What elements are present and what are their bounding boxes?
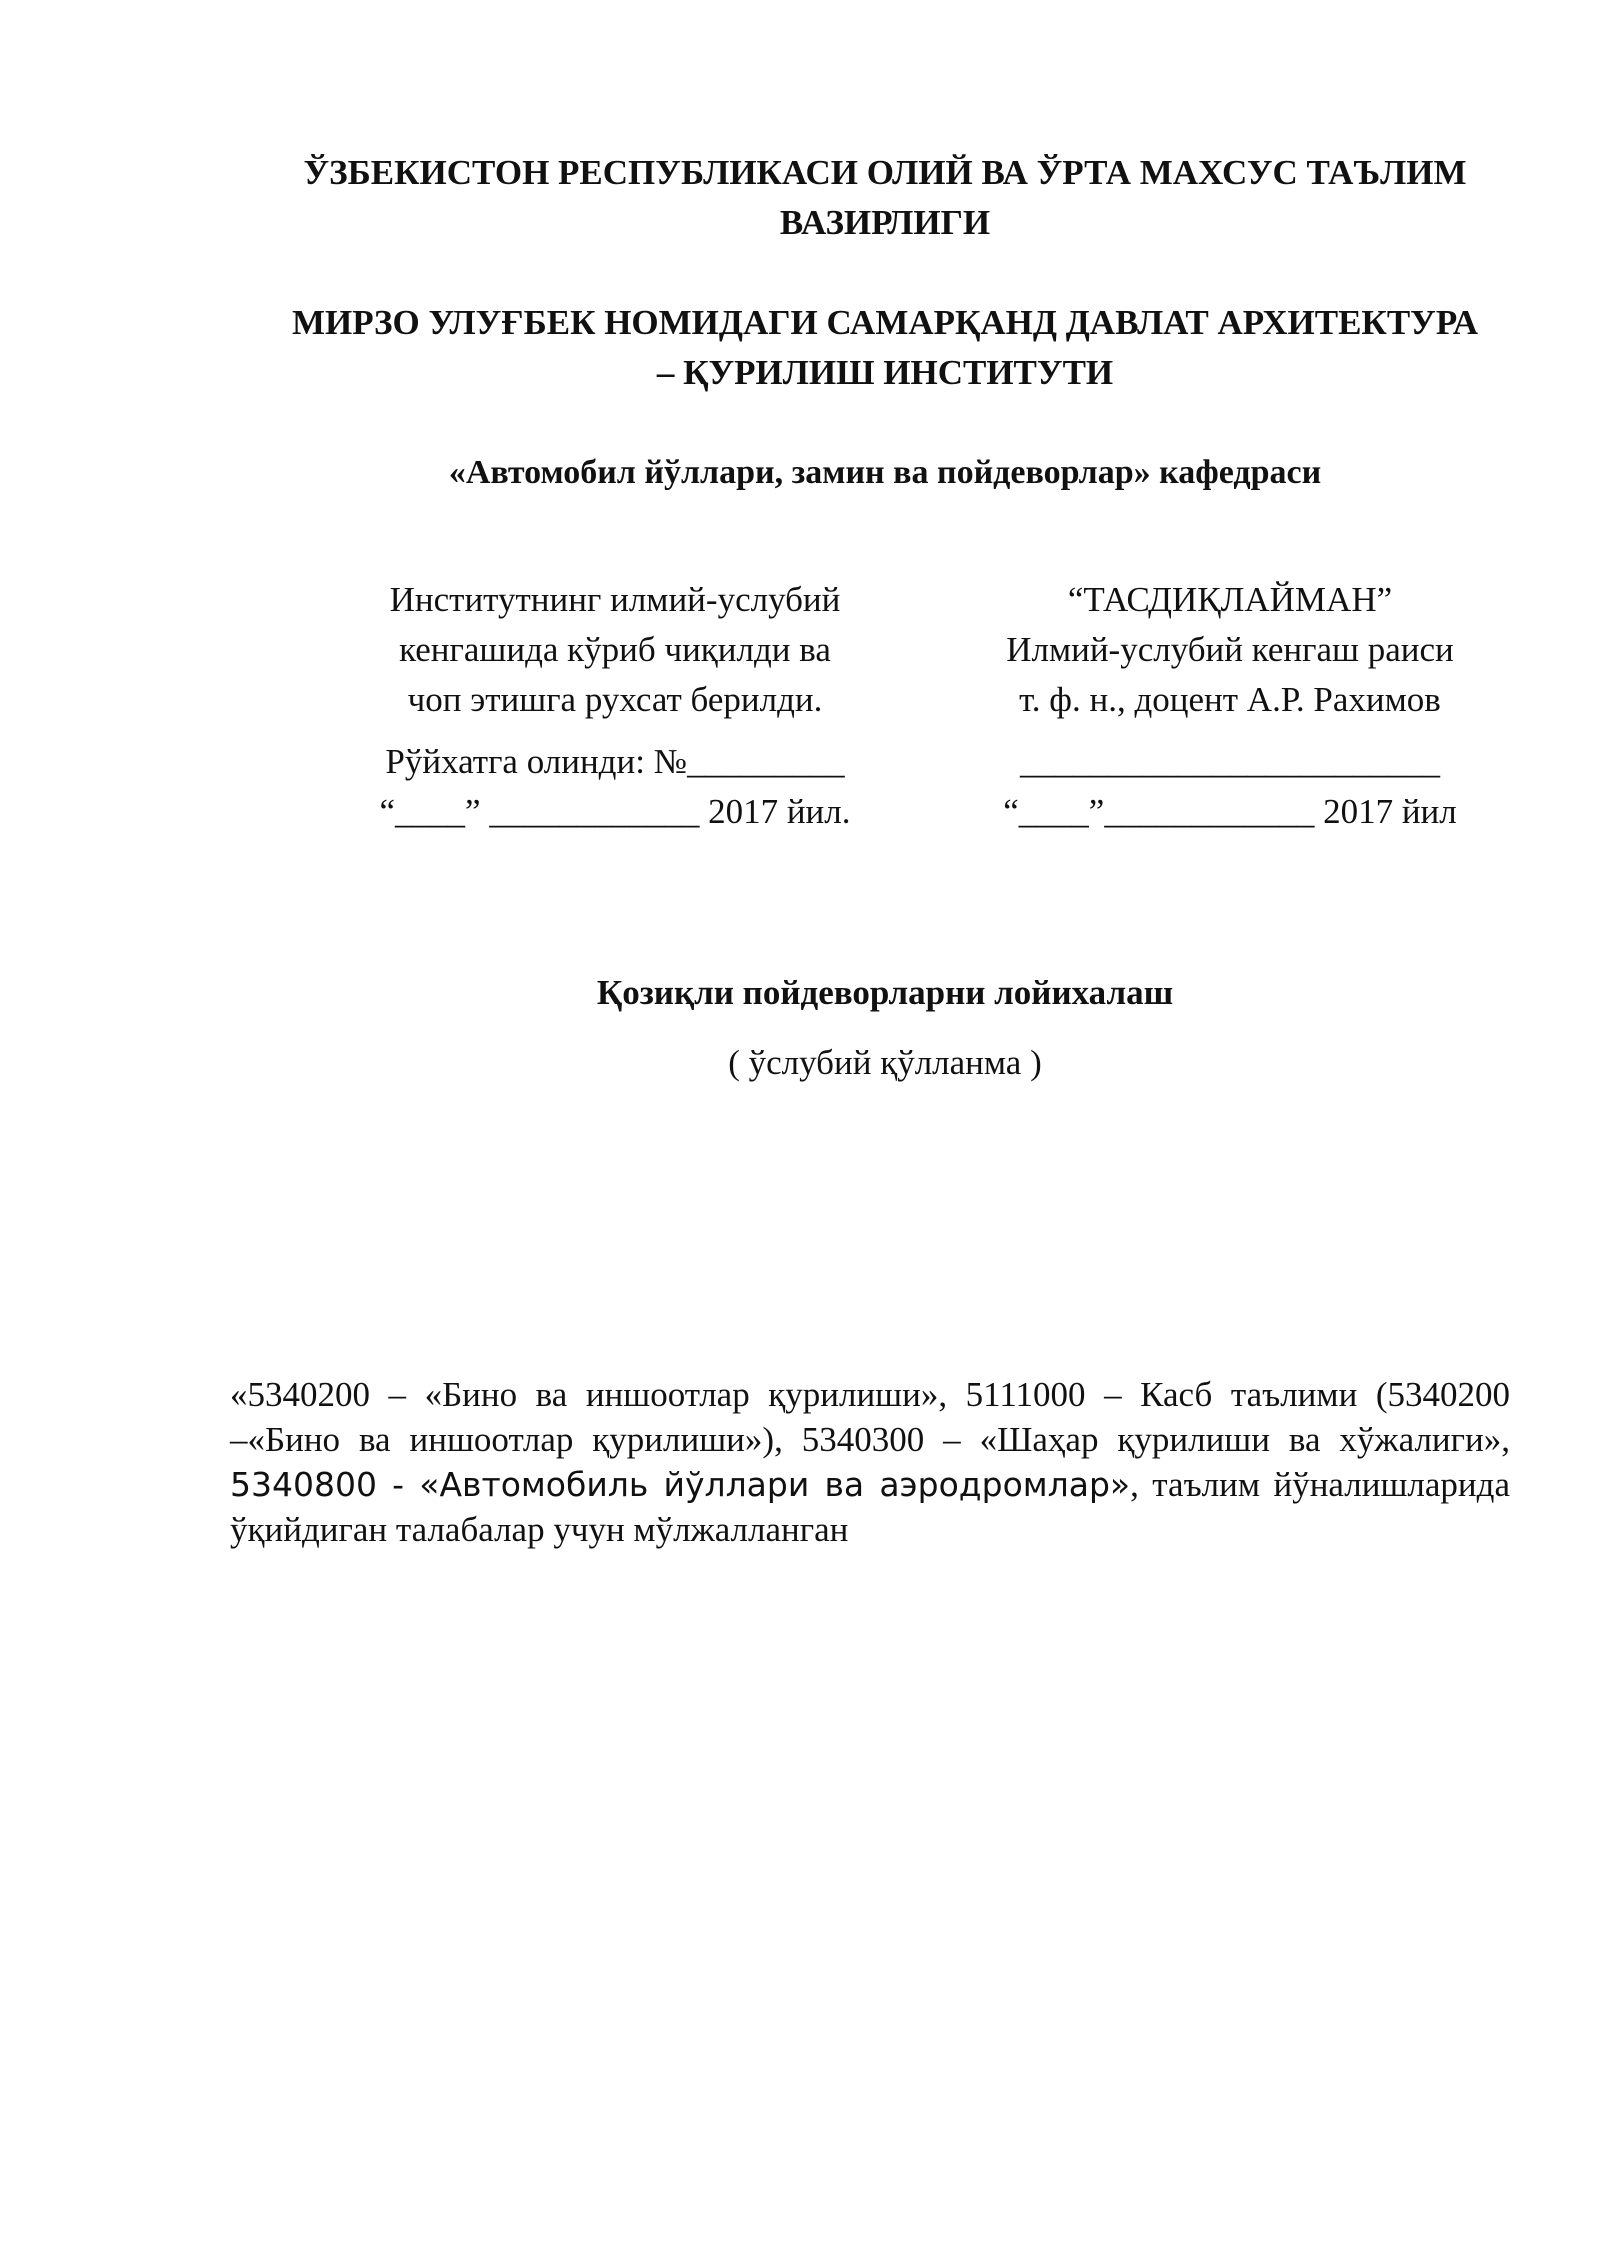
council-approval-block: [310, 575, 920, 837]
purpose-text-3: , таълим йўналишларида ўқийдиган талабалар учун мўлжалланган: [230, 1465, 1510, 1549]
approver-name: т. ф. н., доцент А.Р. Рахимов: [1019, 680, 1441, 719]
approval-date: “____”____________ 2017 йил: [1003, 792, 1457, 831]
council-line-2: кенгашида кўриб чиқилди ва: [399, 630, 831, 669]
document-title: Қозиқли пойдеворларни лойихалаш: [596, 973, 1174, 1012]
institute-line-1: МИРЗО УЛУҒБЕК НОМИДАГИ САМАРҚАНД ДАВЛАТ АРХИТЕКТУРА: [291, 303, 1479, 342]
department-heading: «Автомобил йўллари, замин ва пойдеворлар» кафедраси: [448, 454, 1322, 491]
ministry-line-1: ЎЗБЕКИСТОН РЕСПУБЛИКАСИ ОЛИЙ ВА ЎРТА МАХСУС ТАЪЛИМ: [303, 153, 1467, 192]
approval-stamp-block: [960, 575, 1500, 837]
institute-heading: [200, 298, 1570, 398]
ministry-heading: [200, 148, 1570, 248]
document-subtitle: ( ўслубий қўлланма ): [728, 1043, 1042, 1082]
council-date: “____” ____________ 2017 йил.: [379, 792, 851, 831]
council-line-3: чоп этишга рухсат берилди.: [407, 680, 823, 719]
ministry-line-2: ВАЗИРЛИГИ: [779, 203, 991, 242]
purpose-paragraph: [230, 1372, 1510, 1552]
council-line-1: Институтнинг илмий-услубий: [389, 580, 841, 619]
purpose-text-1: «5340200 – «Бино ва иншоотлар қурилиши», 5111000 – Касб таълими (5340200 –«Бино ва иншоотлар қурилиши»), 5340300 – «Шаҳар қурилиши ва хўжалиги»,: [230, 1375, 1510, 1459]
purpose-text-2: 5340800 - «Автомобиль йўллари ва аэродромлар»: [230, 1465, 1131, 1504]
institute-line-2: – ҚУРИЛИШ ИНСТИТУТИ: [656, 353, 1114, 392]
signature-line: ________________________: [1020, 742, 1440, 781]
registration-number: Рўйхатга олинди: №_________: [385, 742, 845, 781]
approver-position: Илмий-услубий кенгаш раиси: [1006, 630, 1454, 669]
approve-label: “ТАСДИҚЛАЙМАН”: [1067, 580, 1393, 619]
